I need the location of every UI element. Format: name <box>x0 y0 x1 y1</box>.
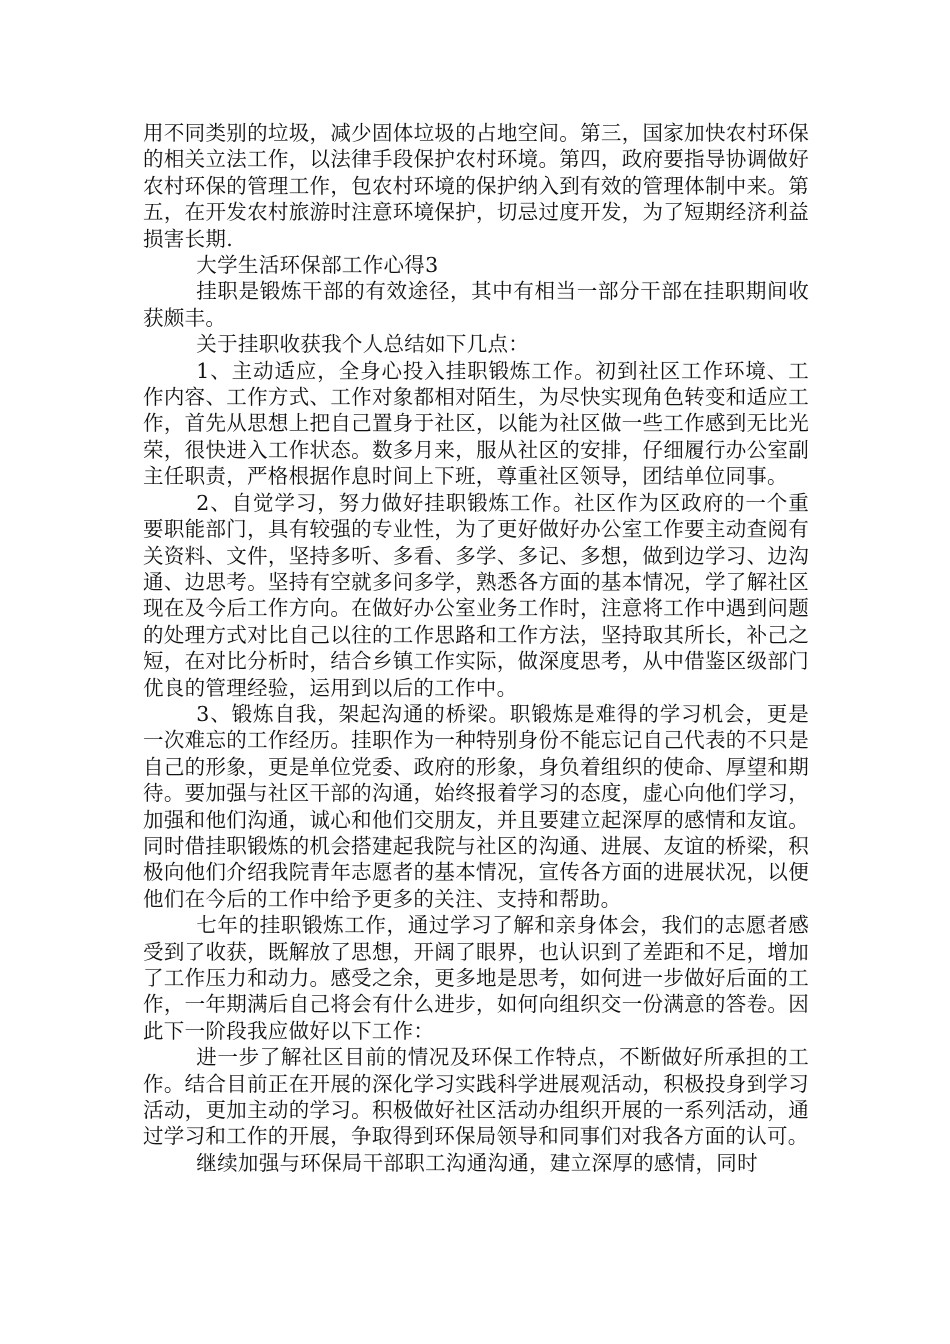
paragraph-continuation: 用不同类别的垃圾，减少固体垃圾的占地空间。第三，国家加快农村环保的相关立法工作，以法律手段保护农村环境。第四，政府要指导协调做好农村环保的管理工作，包农村环境的保护纳入到有效的管理体制中来。第五，在开发农村旅游时注意环境保护，切忌过度开发，为了短期经济利益损害长期. <box>143 121 809 251</box>
paragraph: 挂职是锻炼干部的有效途径，其中有相当一部分干部在挂职期间收获颇丰。 <box>143 279 809 330</box>
document-body <box>143 120 809 1176</box>
paragraph: 关于挂职收获我个人总结如下几点： <box>196 332 530 357</box>
section-heading: 大学生活环保部工作心得3 <box>196 253 439 278</box>
paragraph: 进一步了解社区目前的情况及环保工作特点，不断做好所承担的工作。结合目前正在开展的深化学习实践科学进展观活动，积极投身到学习活动，更加主动的学习。积极做好社区活动办组织开展的一系列活动，通过学习和工作的开展，争取得到环保局领导和同事们对我各方面的认可。 <box>143 1045 809 1149</box>
paragraph-point-3: 3、锻炼自我，架起沟通的桥梁。职锻炼是难得的学习机会，更是一次难忘的工作经历。挂职作为一种特别身份不能忘记自己代表的不只是自己的形象，更是单位党委、政府的形象，身负着组织的使命、厚望和期待。要加强与社区干部的沟通，始终报着学习的态度，虚心向他们学习，加强和他们沟通，诚心和他们交朋友，并且要建立起深厚的感情和友谊。同时借挂职锻炼的机会搭建起我院与社区的沟通、进展、友谊的桥梁，积极向他们介绍我院青年志愿者的基本情况，宣传各方面的进展状况，以便他们在今后的工作中给予更多的关注、支持和帮助。 <box>143 701 809 911</box>
paragraph-point-1: 1、主动适应，全身心投入挂职锻炼工作。初到社区工作环境、工作内容、工作方式、工作对象都相对陌生，为尽快实现角色转变和适应工作，首先从思想上把自己置身于社区，以能为社区做一些工作感到无比光荣，很快进入工作状态。数多月来，服从社区的安排，仔细履行办公室副主任职责，严格根据作息时间上下班，尊重社区领导，团结单位同事。 <box>143 358 809 489</box>
paragraph-truncated: 继续加强与环保局干部职工沟通沟通，建立深厚的感情，同时 <box>196 1150 758 1175</box>
paragraph-point-2: 2、自觉学习，努力做好挂职锻炼工作。社区作为区政府的一个重要职能部门，具有较强的专业性，为了更好做好办公室工作要主动查阅有关资料、文件，坚持多听、多看、多学、多记、多想，做到边学习、边沟通、边思考。坚持有空就多问多学，熟悉各方面的基本情况，学了解社区现在及今后工作方向。在做好办公室业务工作时，注意将工作中遇到问题的处理方式对比自己以往的工作思路和工作方法，坚持取其所长，补己之短，在对比分析时，结合乡镇工作实际，做深度思考，从中借鉴区级部门优良的管理经验，运用到以后的工作中。 <box>143 490 809 700</box>
paragraph: 七年的挂职锻炼工作，通过学习了解和亲身体会，我们的志愿者感受到了收获，既解放了思想，开阔了眼界，也认识到了差距和不足，增加了工作压力和动力。感受之余，更多地是思考，如何进一步做好后面的工作，一年期满后自己将会有什么进步，如何向组织交一份满意的答卷。因此下一阶段我应做好以下工作： <box>143 913 809 1043</box>
